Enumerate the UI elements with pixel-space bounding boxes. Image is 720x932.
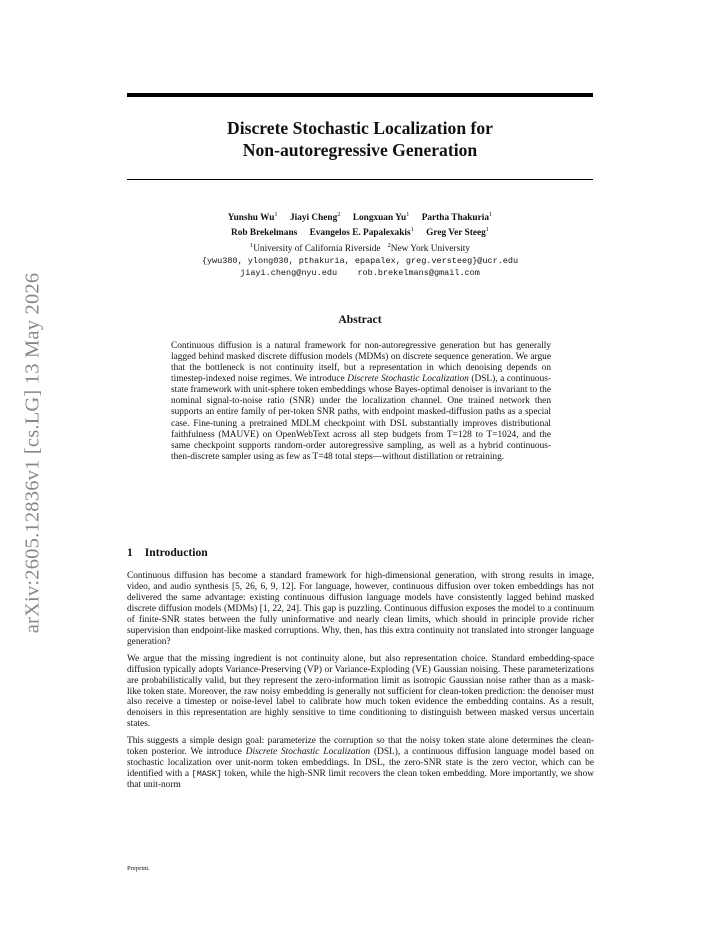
- author-name: Longxuan Yu$^1$: [352, 211, 410, 224]
- author-name: Greg Ver Steeg$^1$: [426, 226, 489, 239]
- abstract-body: Continuous diffusion is a natural framework for non-autoregressive generation but has generally lagged behind masked discrete diffusion models (MDMs) on discrete sequence generation. We argue that the bottleneck is not continuity itself, but a representation in which denoising depends on timestep-indexed noise regimes. We introduce Discrete Stochastic Localization (DSL), a continuous-state framework with unit-sphere token embeddings whose Bayes-optimal denoiser is invariant to the nominal signal-to-noise ratio (SNR) under the localization channel. One trained network then supports an entire family of per-token SNR paths, with endpoint masked-diffusion paths as a special case. Fine-tuning a pretrained MDLM checkpoint with DSL substantially improves distributional faithfulness (MAUVE) on OpenWebText across all step budgets from T=128 to T=1024, and the same checkpoint supports random-order autoregressive sampling, as well as a hybrid continuous-then-discrete sampler using as few as T=48 total steps—without distillation or retraining.: [171, 341, 552, 462]
- email-line-2: jiayi.cheng@nyu.edu rob.brekelmans@gmail.com: [240, 268, 480, 279]
- title-top-rule: [127, 93, 593, 97]
- paper-title-line-2: Non-autoregressive Generation: [242, 140, 478, 160]
- author-row-1: [127, 209, 593, 224]
- author-name: Rob Brekelmans: [231, 228, 298, 239]
- author-name: Jiayi Cheng$^2$: [289, 211, 341, 224]
- author-row-2: [127, 224, 593, 239]
- email-line-1: {ywu380, ylong030, pthakuria, epapalex, greg.versteeg}@ucr.edu: [201, 255, 519, 266]
- affiliation-2: New York University: [390, 243, 471, 254]
- paper-title: [127, 117, 593, 161]
- arxiv-identifier-text: arXiv:2605.12836v1 [cs.LG] 13 May 2026: [21, 272, 44, 634]
- author-name: Yunshu Wu$^1$: [227, 211, 278, 224]
- introduction-body: [127, 571, 594, 797]
- affiliation-1: University of California Riverside: [253, 243, 381, 254]
- section-title: Introduction: [144, 546, 208, 559]
- section-number: 1: [127, 546, 133, 559]
- author-name: Evangelos E. Papalexakis$^1$: [309, 226, 414, 239]
- author-block: [127, 209, 593, 279]
- paper-title-line-1: Discrete Stochastic Localization for: [227, 118, 493, 138]
- abstract-heading: Abstract: [338, 313, 382, 326]
- footer-preprint: Preprint.: [127, 865, 150, 872]
- title-bottom-rule: [127, 179, 593, 180]
- paragraph: Continuous diffusion has become a standard framework for high-dimensional generation, with strong results in image, video, and audio synthesis [5, 26, 6, 9, 12]. For language, however, continuous diffusion over token embeddings has not delivered the same advantage: existing continuous diffusion language models have consistently lagged behind masked discrete diffusion models (MDMs) [1, 22, 24]. This gap is puzzling. Continuous diffusion exposes the model to a continuum of finite-SNR states between the fully uninformative and nearly clean limits, which should in principle provide richer supervision than endpoint-like masked corruptions. Why, then, has this extra continuity not translated into stronger language generation?: [127, 571, 594, 647]
- affiliations: $^1$University of California Riverside $^2$New York University: [249, 241, 471, 254]
- author-name: Partha Thakuria$^1$: [421, 211, 493, 224]
- paragraph: We argue that the missing ingredient is not continuity alone, but also representation choice. Standard embedding-space diffusion typically adopts Variance-Preserving (VP) or Variance-Exploding (VE) Gaussian noising. These parameterizations are probabilistically valid, but they represent the zero-information limit as isotropic Gaussian noise rather than as a mask-like token state. Moreover, the raw noisy embedding is generally not sufficient for clean-token prediction: the denoiser must also receive a timestep or noise-level label to calibrate how much token evidence the embedding contains. As a result, denoisers in this representation are highly sensitive to time conditioning to distinguish between masked versus uncertain states.: [127, 653, 594, 730]
- section-heading-introduction: [127, 546, 208, 559]
- arxiv-identifier-stamp: [18, 258, 48, 648]
- paragraph: This suggests a simple design goal: parameterize the corruption so that the noisy token state alone determines the clean-token posterior. We introduce Discrete Stochastic Localization (DSL), a continuous diffusion language model based on stochastic localization over unit-norm token embeddings. In DSL, the zero-SNR state is the zero vector, which can be identified with a [MASK] token, while the high-SNR limit recovers the clean token embedding. More importantly, we show that unit-norm: [127, 736, 595, 791]
